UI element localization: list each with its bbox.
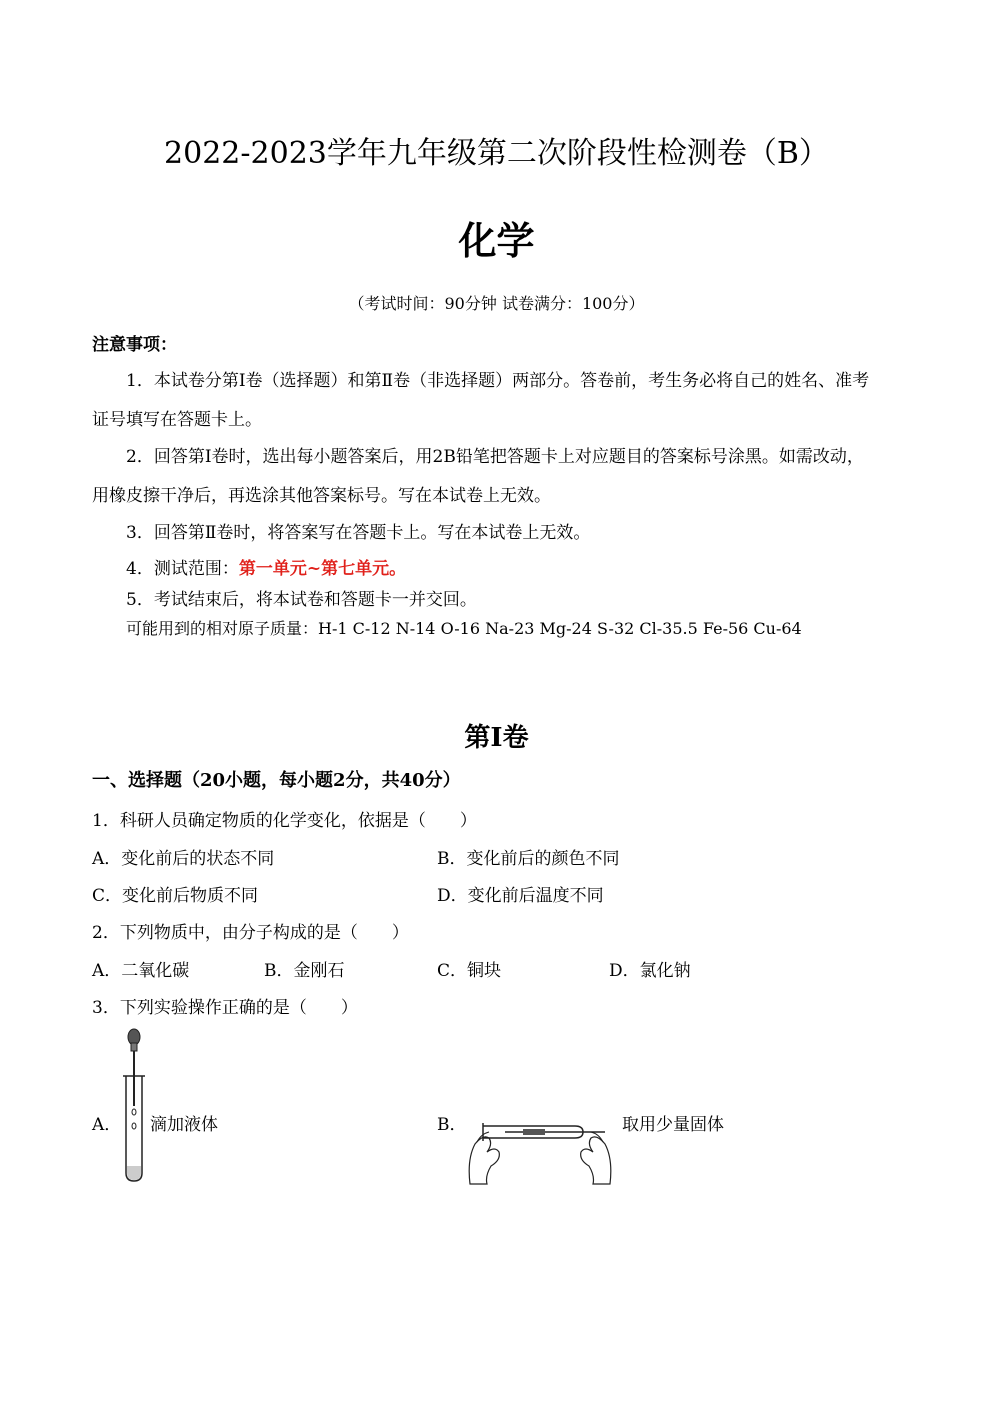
question-1-option-c[interactable]: C．变化前后物质不同 [92,886,259,906]
notice-item-1-line-2: 证号填写在答题卡上。 [92,410,262,430]
subject-title: 化学 [458,219,535,263]
question-3-option-a-caption: 滴加液体 [150,1115,218,1135]
question-1-stem: 1．科研人员确定物质的化学变化，依据是（ ） [92,811,477,831]
question-3-stem: 3．下列实验操作正确的是（ ） [92,998,358,1018]
notice-item-3: 3．回答第Ⅱ卷时，将答案写在答题卡上。写在本试卷上无效。 [126,523,591,543]
notice-item-2-line-1: 2．回答第Ⅰ卷时，选出每小题答案后，用2B铅笔把答题卡上对应题目的答案标号涂黑。如需改动， [126,447,864,467]
question-2-stem: 2．下列物质中，由分子构成的是（ ） [92,923,409,943]
notice-item-1-line-1: 1．本试卷分第Ⅰ卷（选择题）和第Ⅱ卷（非选择题）两部分。答卷前，考生务必将自己的姓名、准考 [126,371,870,391]
exam-meta: （考试时间：90分钟 试卷满分：100分） [348,294,645,313]
test-scope: 第一单元~第七单元。 [238,559,407,579]
question-2-option-c[interactable]: C．铜块 [437,961,502,981]
question-2-option-b[interactable]: B．金刚石 [264,961,345,981]
exam-title: 2022-2023学年九年级第二次阶段性检测卷（B） [164,136,829,171]
notice-item-5: 5．考试结束后，将本试卷和答题卡一并交回。 [126,590,477,610]
notice-heading: 注意事项： [92,335,177,355]
question-1-option-a[interactable]: A．变化前后的状态不同 [92,849,275,869]
hands-test-tube-spatula-illustration [465,1104,615,1184]
section-heading: 一、选择题（20小题，每小题2分，共40分） [92,770,461,791]
question-3-option-b-letter[interactable]: B． [437,1115,467,1135]
atomic-masses: 可能用到的相对原子质量：H-1 C-12 N-14 O-16 Na-23 Mg-24 S-32 Cl-35.5 Fe-56 Cu-64 [126,619,802,638]
question-1-option-d[interactable]: D．变化前后温度不同 [437,886,604,906]
part-1-title: 第Ⅰ卷 [464,723,529,753]
dropper-test-tube-illustration [116,1028,156,1188]
question-2-option-d[interactable]: D．氯化钠 [609,961,691,981]
question-1-option-b[interactable]: B．变化前后的颜色不同 [437,849,620,869]
question-3-option-a-letter[interactable]: A． [92,1115,122,1135]
notice-item-4-prefix: 4．测试范围： [126,559,239,579]
question-2-option-a[interactable]: A．二氧化碳 [92,961,190,981]
question-3-option-b-caption: 取用少量固体 [622,1115,724,1135]
notice-item-2-line-2: 用橡皮擦干净后，再选涂其他答案标号。写在本试卷上无效。 [92,486,551,506]
notice-item-4 [126,554,406,579]
